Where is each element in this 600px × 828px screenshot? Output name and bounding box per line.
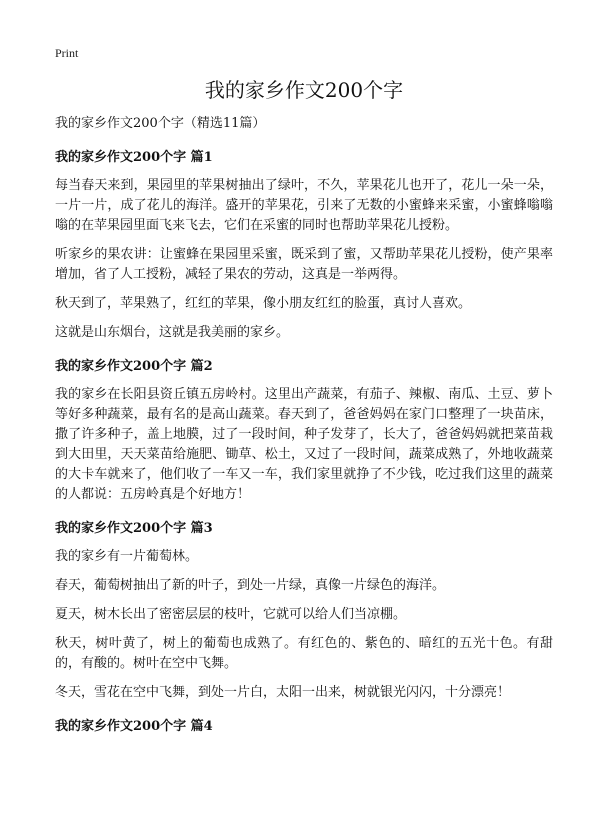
paragraph: 冬天，雪花在空中飞舞，到处一片白，太阳一出来，树就银光闪闪，十分漂亮！: [55, 685, 511, 700]
print-link[interactable]: Print: [55, 46, 79, 60]
paragraph: 秋天到了，苹果熟了，红红的苹果，像小朋友红红的脸蛋，真讨人喜欢。: [55, 296, 472, 311]
section-heading-4: 我的家乡作文200个字 篇4: [55, 719, 213, 734]
section-heading-3: 我的家乡作文200个字 篇3: [55, 521, 213, 536]
paragraph: 这就是山东烟台，这就是我美丽的家乡。: [55, 325, 290, 340]
paragraph: 春天，葡萄树抽出了新的叶子，到处一片绿，真像一片绿色的海洋。: [55, 578, 446, 593]
page-title: 我的家乡作文200个字: [204, 78, 404, 102]
article-subtitle: 我的家乡作文200个字（精选11篇）: [55, 116, 266, 131]
paragraph: 每当春天来到，果园里的苹果树抽出了绿叶，不久，苹果花儿也开了，花儿一朵一朵，一片一片，成了花儿的海洋。盛开的苹果花，引来了无数的小蜜蜂来采蜜，小蜜蜂嗡嗡嗡的在苹果园里面飞来飞去，它们在采蜜的同时也帮助苹果花儿授粉。: [55, 178, 553, 233]
paragraph: 夏天，树木长出了密密层层的枝叶，它就可以给人们当凉棚。: [55, 607, 407, 622]
paragraph: 我的家乡在长阳县资丘镇五房岭村。这里出产蔬菜，有茄子、辣椒、南瓜、土豆、萝卜等好多种蔬菜，最有名的是高山蔬菜。春天到了，爸爸妈妈在家门口整理了一块苗床，撒了许多种子，盖上地膜，过了一段时间，种子发芽了，长大了，爸爸妈妈就把菜苗栽到大田里，天天菜苗给施肥、锄草、松土，又过了一段时间，蔬菜成熟了，外地收蔬菜的大卡车就来了，他们收了一车又一车，我们家里就挣了不少钱，吃过我们这里的蔬菜的人都说：五房岭真是个好地方！: [55, 387, 553, 502]
paragraph: 秋天，树叶黄了，树上的葡萄也成熟了。有红色的、紫色的、暗红的五光十色。有甜的，有酸的。树叶在空中飞舞。: [55, 636, 553, 671]
paragraph: 我的家乡有一片葡萄林。: [55, 549, 199, 564]
paragraph: 听家乡的果农讲：让蜜蜂在果园里采蜜，既采到了蜜，又帮助苹果花儿授粉，使产果率增加，省了人工授粉，减轻了果农的劳动，这真是一举两得。: [55, 247, 553, 282]
section-heading-2: 我的家乡作文200个字 篇2: [55, 359, 213, 374]
section-heading-1: 我的家乡作文200个字 篇1: [55, 150, 213, 165]
